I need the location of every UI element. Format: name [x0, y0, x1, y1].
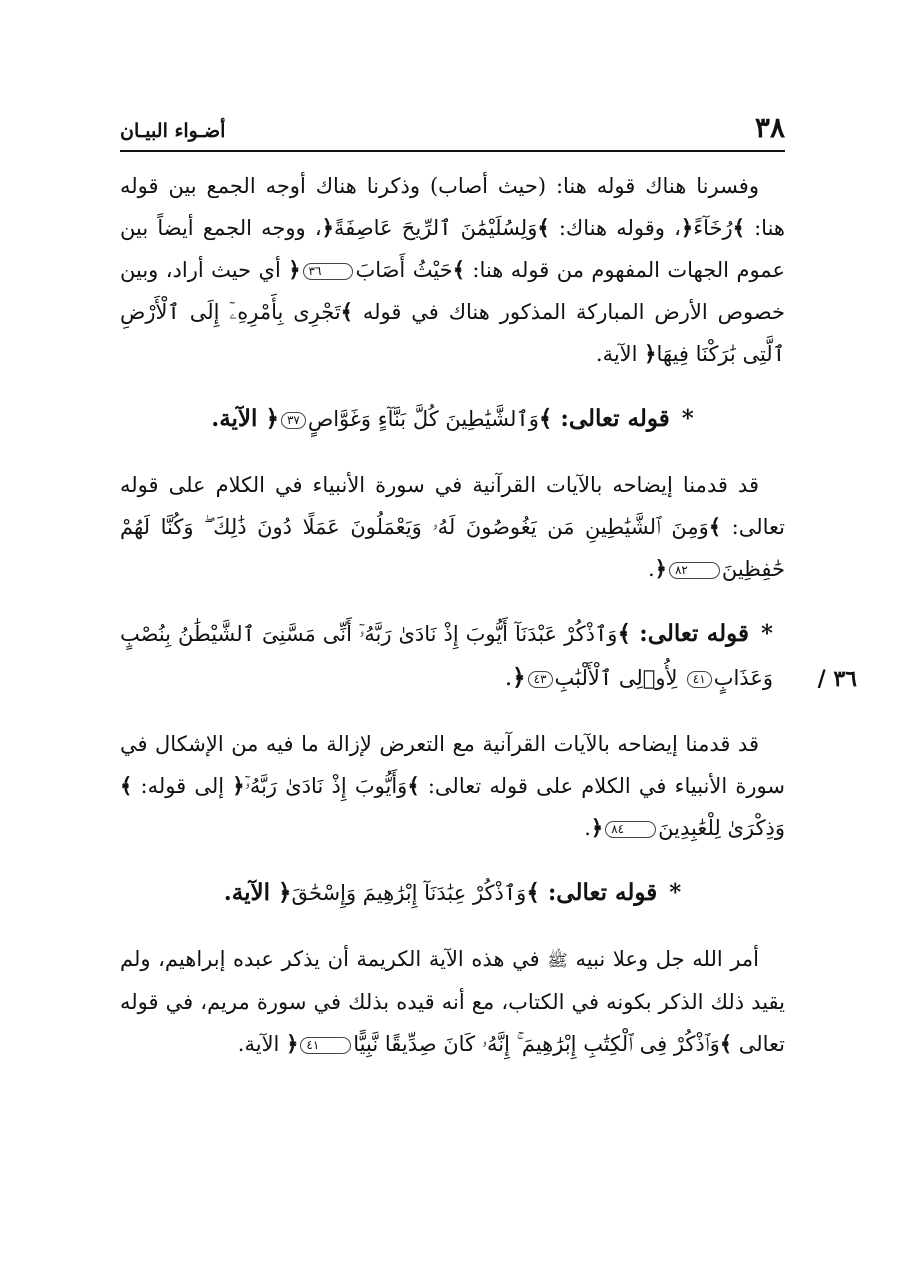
intro-text-2: ، وقوله هناك: [549, 216, 681, 240]
quran-verse: وَٱذْكُرْ فِى ٱلْكِتَٰبِ إِبْرَٰهِيمَ ۚ إِنَّهُۥ كَانَ صِدِّيقًا نَّبِيًّا [353, 1032, 720, 1056]
commentary-text: قد قدمنا إيضاحه بالآيات القرآنية مع التعرض لإزالة ما فيه من الإشكال في سورة الأنبياء في الكلام على قوله تعالى: [120, 732, 785, 798]
heading-label: قوله تعالى: [630, 620, 749, 647]
verse-close-bracket: ﴿ [321, 215, 334, 240]
verse-open-bracket: ﴾ [120, 773, 133, 798]
verse-open-bracket: ﴾ [708, 514, 722, 539]
book-title: أضـواء البيـان [120, 120, 226, 142]
verse-close-bracket: ﴿ [654, 556, 667, 581]
commentary-paragraph-1 [120, 465, 785, 590]
commentary-paragraph-3 [120, 939, 785, 1065]
verse-close-bracket: ﴿ [288, 257, 301, 282]
running-head [120, 110, 785, 152]
heading-label: قوله تعالى: [539, 879, 658, 906]
quran-verse: وَمِنَ ٱلشَّيَٰطِينِ مَن يَغُوصُونَ لَهُۥ وَيَعْمَلُونَ عَمَلًا دُونَ ذَٰلِكَ ۖ وَكُنَّا لَهُمْ حَٰفِظِينَ [120, 515, 785, 581]
heading-suffix: الآية. [223, 879, 278, 906]
verse-open-bracket: ﴾ [340, 299, 353, 324]
ayah-number-marker: ٤١ [300, 1037, 351, 1054]
quran-verse: لِأُو۟لِى ٱلْأَلْبَٰبِ [554, 666, 678, 690]
commentary-text: إلى قوله: [132, 774, 233, 798]
verse-close-bracket: ﴿ [680, 215, 694, 240]
verse-close-bracket: ﴿ [590, 815, 604, 840]
verse-open-bracket: ﴾ [538, 405, 553, 432]
ayah-number-marker: ٣٦ [303, 263, 354, 280]
intro-text-5: الآية. [595, 342, 645, 366]
commentary-text: الآية. [237, 1032, 287, 1056]
heading-star: * [681, 405, 694, 432]
ayah-number-marker: ٣٧ [281, 412, 306, 429]
verse-open-bracket: ﴾ [537, 215, 550, 240]
verse-open-bracket: ﴾ [719, 1031, 733, 1056]
quran-verse: وَٱذْكُرْ عِبَٰدَنَآ إِبْرَٰهِيمَ وَإِسْحَٰقَ [291, 881, 527, 905]
section-heading-1 [120, 397, 785, 441]
quran-verse: رُخَآءً [693, 216, 733, 240]
book-page [120, 110, 857, 1210]
heading-star: * [669, 879, 682, 906]
commentary-text: قد قدمنا إيضاحه بالآيات القرآنية في سورة الأنبياء في الكلام على قوله تعالى: [120, 473, 786, 539]
heading-star: * [760, 620, 774, 647]
verse-close-bracket: ﴿ [265, 405, 279, 432]
sentence-end: . [584, 816, 591, 840]
commentary-paragraph-2 [120, 724, 785, 849]
margin-volume-marker: ٣٦ / [817, 666, 857, 692]
sentence-end: . [647, 557, 655, 581]
verse-close-bracket: ﴿ [644, 341, 657, 366]
verse-open-bracket: ﴾ [617, 620, 631, 647]
heading-suffix: الآية. [211, 405, 266, 432]
salutation-ligature: ﷺ [547, 951, 568, 971]
quran-verse: تَجْرِى بِأَمْرِهِۦٓ إِلَى ٱلْأَرْضِ ٱلَّتِى بَٰرَكْنَا فِيهَا [120, 300, 785, 366]
verse-open-bracket: ﴾ [407, 773, 420, 798]
heading-label: قوله تعالى: [552, 405, 670, 432]
quran-verse: وَٱلشَّيَٰطِينَ كُلَّ بَنَّآءٍ وَغَوَّاصٍ [307, 407, 539, 431]
quran-verse: وَأَيُّوبَ إِذْ نَادَىٰ رَبَّهُۥٓ [244, 774, 408, 798]
commentary-text: أمر الله جل وعلا نبيه [567, 947, 759, 971]
quran-verse: حَيْثُ أَصَابَ [355, 258, 453, 282]
quran-verse: وَذِكْرَىٰ لِلْعَٰبِدِينَ [658, 816, 785, 840]
ayah-number-marker: ٨٤ [605, 821, 656, 838]
section-heading-2 [120, 612, 857, 700]
verse-close-bracket: ﴿ [286, 1031, 299, 1056]
verse-open-bracket: ﴾ [732, 215, 745, 240]
verse-close-bracket: ﴿ [512, 664, 526, 691]
section-heading-3 [120, 871, 785, 915]
verse-close-bracket: ﴿ [278, 879, 292, 906]
verse-close-bracket: ﴿ [232, 773, 245, 798]
intro-paragraph [120, 166, 785, 375]
page-number: ٣٨ [754, 111, 785, 144]
sentence-end: . [504, 665, 513, 691]
ayah-number-marker: ٨٢ [669, 562, 720, 579]
commentary-text: في هذه الآية الكريمة أن يذكر عبده إبراهيم، ولم يقيد ذلك الذكر بكونه في الكتاب، مع أنه قيده بذلك في سورة مريم، في قوله تعالى [120, 947, 785, 1056]
verse-open-bracket: ﴾ [526, 879, 540, 906]
ayah-number-marker: ٤٣ [528, 671, 553, 688]
quran-verse: وَلِسُلَيْمَٰنَ ٱلرِّيحَ عَاصِفَةً [333, 216, 538, 240]
page-body [120, 166, 857, 1065]
ayah-number-marker: ٤١ [687, 671, 712, 688]
intro-text-4: أي حيث أراد، وبين خصوص الأرض المباركة المذكور هناك في قوله [120, 258, 785, 324]
verse-open-bracket: ﴾ [452, 257, 465, 282]
intro-text-3: ، ووجه الجمع أيضاً بين عموم الجهات المفهوم من قوله هنا: [120, 216, 785, 282]
intro-text-1: وفسرنا هناك قوله هنا: (حيث أصاب) وذكرنا هناك أوجه الجمع بين قوله هنا: [120, 174, 785, 240]
quran-verse: وَٱذْكُرْ عَبْدَنَآ أَيُّوبَ إِذْ نَادَىٰ رَبَّهُۥٓ أَنِّى مَسَّنِىَ ٱلشَّيْطَٰنُ بِنُصْبٍ وَعَذَابٍ [120, 622, 773, 690]
